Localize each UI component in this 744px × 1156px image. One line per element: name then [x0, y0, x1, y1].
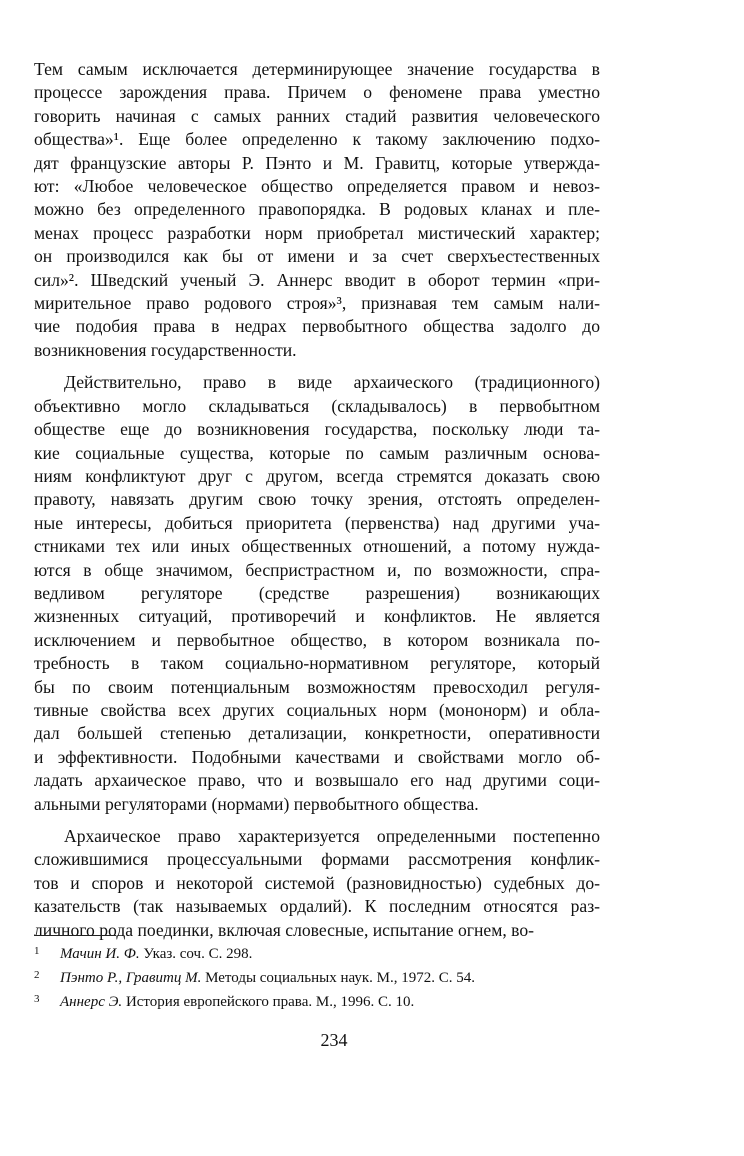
- text-line: правоту, навязать другим свою точку зрения, отстоять определен-: [34, 489, 600, 510]
- text-line: ладать архаическое право, что и возвышало его над другими соци-: [34, 770, 600, 791]
- text-line: дят французские авторы Р. Пэнто и М. Гравитц, которые утвержда-: [34, 152, 600, 173]
- text-line: мирительное право родового строя»³, признавая тем самым нали-: [34, 293, 600, 314]
- text-line: кие социальные существа, которые по самым различным основа-: [34, 442, 600, 463]
- footnote-author: Аннерс Э.: [60, 994, 123, 1010]
- text-line: сложившимися процессуальными формами рассмотрения конфлик-: [34, 849, 600, 870]
- text-line: сил»². Шведский ученый Э. Аннерс вводит в оборот термин «при-: [34, 269, 600, 290]
- text-line: исключением и первобытное общество, в котором возникала по-: [34, 629, 600, 650]
- footnote-text: Указ. соч. С. 298.: [139, 946, 253, 962]
- text-line: Тем самым исключается детерминирующее значение государства в: [34, 59, 600, 79]
- text-line: казательств (так называемых ордалий). К последним относятся раз-: [34, 896, 600, 917]
- footnote-author: Пэнто Р., Гравитц М.: [60, 970, 202, 986]
- text-line: тивные свойства всех других социальных норм (мононорм) и обла-: [34, 699, 600, 720]
- text-line: возникновения государственности.: [34, 339, 297, 360]
- text-line: ют: «Любое человеческое общество определяется правом и невоз-: [34, 176, 600, 197]
- footnote: [34, 942, 600, 966]
- text-line: и эффективности. Подобными качествами и свойствами могло об-: [34, 746, 600, 767]
- text-line: дал большей степенью детализации, конкретности, оперативности: [34, 723, 600, 744]
- text-line: процессе зарождения права. Причем о феномене права уместно: [34, 82, 600, 103]
- footnotes: [34, 942, 600, 1014]
- text-line: жизненных ситуаций, противоречий и конфликтов. Не является: [34, 606, 600, 627]
- text-line: личного рода поединки, включая словесные, испытание огнем, во-: [34, 919, 534, 940]
- text-line: ные интересы, добиться приоритета (первенства) над другими уча-: [34, 512, 600, 533]
- footnote: [34, 990, 600, 1014]
- text-line: общества»¹. Еще более определенно к такому заключению подхо-: [34, 129, 600, 150]
- text-line: тов и споров и некоторой системой (разновидностью) судебных до-: [34, 872, 600, 893]
- paragraph: [34, 825, 600, 942]
- footnote-divider: [34, 935, 116, 936]
- text-line: ются в обще значимом, беспристрастном и, по возможности, спра-: [34, 559, 600, 580]
- text-line: Действительно, право в виде архаического (традиционного): [64, 372, 600, 393]
- footnote-number: 1: [34, 945, 40, 957]
- text-line: ведливом регуляторе (средстве разрешения) возникающих: [34, 582, 600, 603]
- footnote-number: 3: [34, 993, 40, 1005]
- text-line: стниками тех или иных общественных отношений, а потому нужда-: [34, 536, 600, 557]
- text-line: альными регуляторами (нормами) первобытного общества.: [34, 793, 479, 814]
- text-line: ниям конфликтуют друг с другом, всегда стремятся доказать свою: [34, 465, 600, 486]
- main-text: [34, 58, 600, 942]
- footnote-author: Мачин И. Ф.: [60, 946, 140, 962]
- paragraph: [34, 371, 600, 816]
- text-line: говорить начиная с самых ранних стадий развития человеческого: [34, 105, 600, 126]
- footnote-text: История европейского права. М., 1996. С. 10.: [122, 994, 415, 1010]
- text-line: чие подобия права в недрах первобытного общества задолго до: [34, 316, 600, 337]
- text-line: объективно могло складываться (складывалось) в первобытном: [34, 395, 600, 416]
- text-line: обществе еще до возникновения государства, поскольку люди та-: [34, 419, 600, 440]
- text-line: можно без определенного правопорядка. В родовых кланах и пле-: [34, 199, 600, 220]
- text-line: бы по своим потенциальным возможностям превосходил регуля-: [34, 676, 600, 697]
- text-line: он производился как бы от имени и за счет сверхъестественных: [34, 246, 600, 267]
- text-line: требность в таком социально-нормативном регуляторе, который: [34, 653, 600, 674]
- text-line: менах процесс разработки норм приобретал мистический характер;: [34, 222, 600, 243]
- text-line: Архаическое право характеризуется определенными постепенно: [64, 826, 600, 846]
- footnote-number: 2: [34, 969, 40, 981]
- page-number: 234: [320, 1030, 348, 1050]
- footnote: [34, 966, 600, 990]
- paragraph: [34, 58, 600, 362]
- footnote-text: Методы социальных наук. М., 1972. С. 54.: [201, 970, 476, 986]
